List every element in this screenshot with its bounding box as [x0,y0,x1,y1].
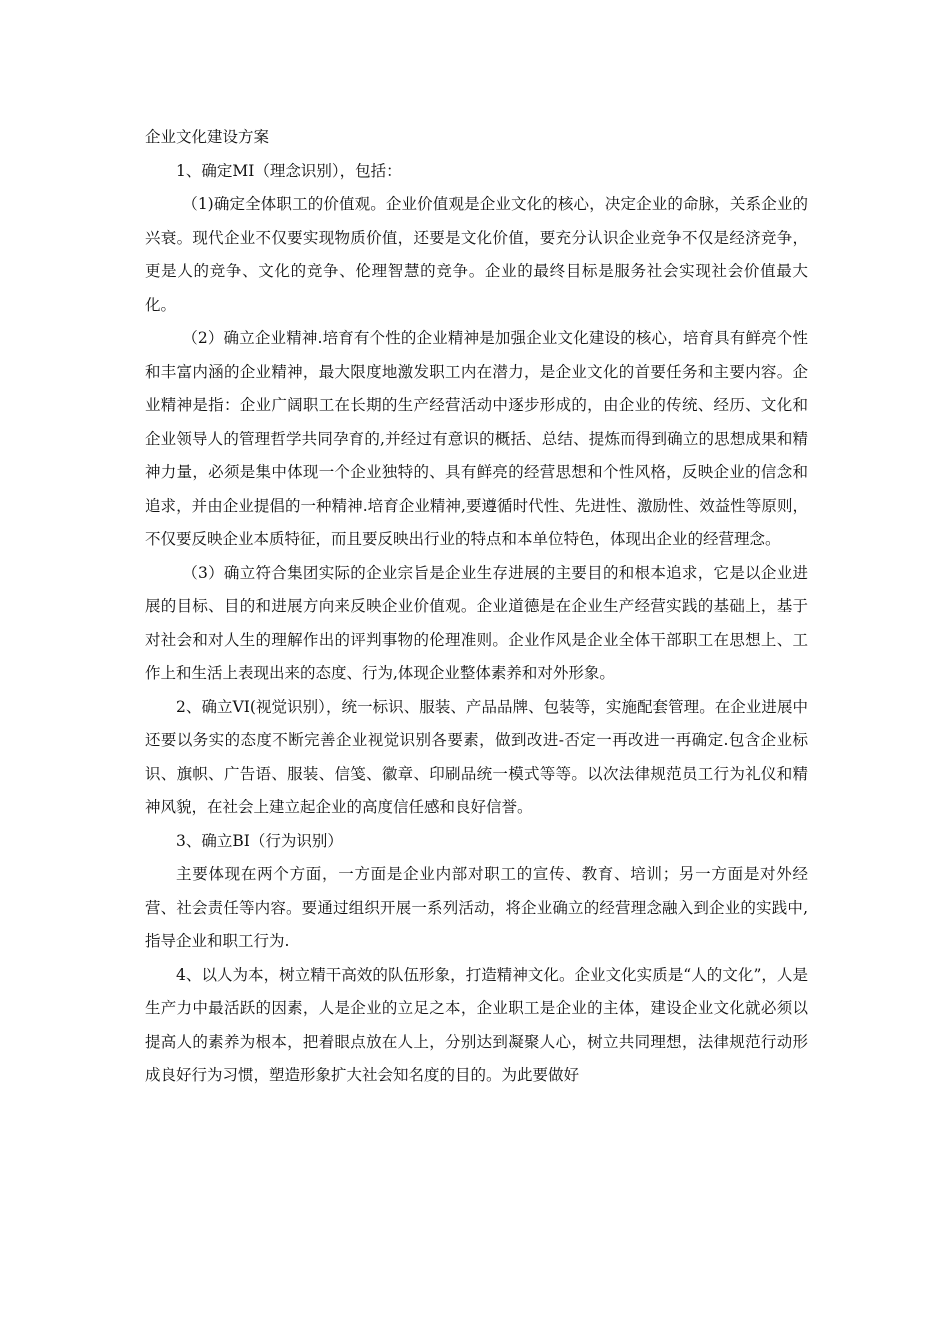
paragraph-purpose: （3）确立符合集团实际的企业宗旨是企业生存进展的主要目的和根本追求，它是以企业进展的目标、目的和进展方向来反映企业价值观。企业道德是在企业生产经营实践的基础上，基于对社会和对人生的理解作出的评判事物的伦理准则。企业作风是企业全体干部职工在思想上、工作上和生活上表现出来的态度、行为,体现企业整体素养和对外形象。 [145,563,808,682]
document-title: 企业文化建设方案 [145,128,270,146]
section-4-people: 4、以人为本，树立精干高效的队伍形象，打造精神文化。企业文化实质是“人的文化”，人是生产力中最活跃的因素，人是企业的立足之本，企业职工是企业的主体，建设企业文化就必须以提高人的素养为根本，把着眼点放在人上，分别达到凝聚人心，树立共同理想，法律规范行动形成良好行为习惯，塑造形象扩大社会知名度的目的。为此要做好 [145,965,808,1084]
section-1-heading: 1、确定MI（理念识别），包括： [176,161,402,180]
section-2-vi: 2、确立VI(视觉识别），统一标识、服装、产品品牌、包装等，实施配套管理。在企业进展中还要以务实的态度不断完善企业视觉识别各要素，做到改进-否定一再改进一再确定.包含企业标识、旗帜、广告语、服装、信笺、徽章、印刷品统一模式等等。以次法律规范员工行为礼仪和精神风貌，在社会上建立起企业的高度信任感和良好信誉。 [145,697,808,816]
document-body [145,121,808,1093]
paragraph-spirit: （2）确立企业精神.培育有个性的企业精神是加强企业文化建设的核心，培育具有鲜亮个性和丰富内涵的企业精神，最大限度地激发职工内在潜力，是企业文化的首要任务和主要内容。企业精神是指：企业广阔职工在长期的生产经营活动中逐步形成的，由企业的传统、经历、文化和企业领导人的管理哲学共同孕育的,并经过有意识的概括、总结、提炼而得到确立的思想成果和精神力量，必须是集中体现一个企业独特的、具有鲜亮的经营思想和个性风格，反映企业的信念和追求，并由企业提倡的一种精神.培育企业精神,要遵循时代性、先进性、激励性、效益性等原则，不仅要反映企业本质特征，而且要反映出行业的特点和本单位特色，体现出企业的经营理念。 [145,329,808,548]
section-3-heading: 3、确立BI（行为识别） [176,831,343,850]
paragraph-behavior: 主要体现在两个方面，一方面是企业内部对职工的宣传、教育、培训；另一方面是对外经营、社会责任等内容。要通过组织开展一系列活动，将企业确立的经营理念融入到企业的实践中,指导企业和职工行为. [145,865,808,950]
paragraph-values: （1)确定全体职工的价值观。企业价值观是企业文化的核心，决定企业的命脉，关系企业的兴衰。现代企业不仅要实现物质价值，还要是文化价值，要充分认识企业竞争不仅是经济竞争，更是人的竞争、文化的竞争、伦理智慧的竞争。企业的最终目标是服务社会实现社会价值最大化。 [145,195,808,314]
